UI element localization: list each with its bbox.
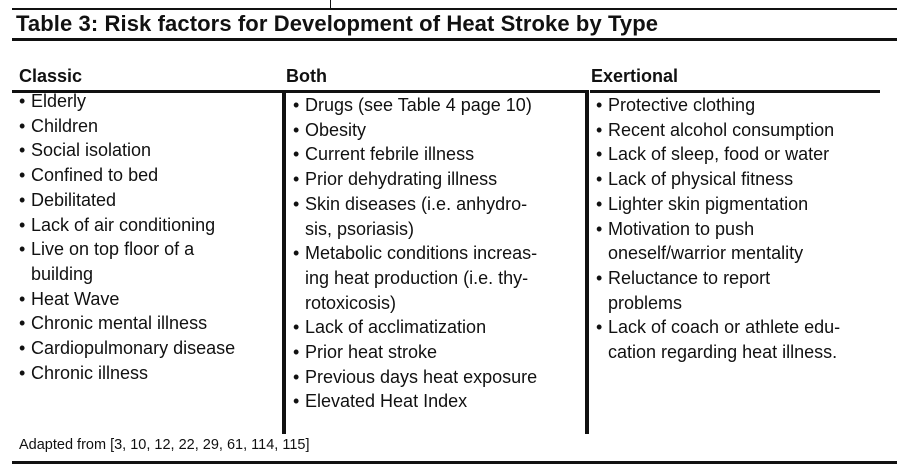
title-rule bbox=[12, 38, 897, 41]
list-item: • Previous days heat exposure bbox=[291, 365, 581, 390]
list-item: • Heat Wave bbox=[17, 287, 279, 312]
list-item: • Drugs (see Table 4 page 10) bbox=[291, 93, 581, 118]
list-item: • Lack of acclimatization bbox=[291, 315, 581, 340]
list-item: • Prior heat stroke bbox=[291, 340, 581, 365]
list-item: • Protective clothing bbox=[594, 93, 884, 118]
list-item: • Current febrile illness bbox=[291, 142, 581, 167]
column-separator-right bbox=[585, 90, 589, 434]
list-item: • Debilitated bbox=[17, 188, 279, 213]
list-item: • Chronic illness bbox=[17, 361, 279, 386]
list-item: • Metabolic conditions increas- ing heat production (i.e. thy- rotoxicosis) bbox=[291, 241, 581, 315]
top-rule bbox=[12, 8, 897, 10]
list-item: • Live on top floor of a building bbox=[17, 237, 279, 286]
list-item: • Obesity bbox=[291, 118, 581, 143]
list-item: • Children bbox=[17, 114, 279, 139]
list-item: • Social isolation bbox=[17, 138, 279, 163]
list-item: • Lack of sleep, food or water bbox=[594, 142, 884, 167]
list-item: • Skin diseases (i.e. anhydro- sis, psoriasis) bbox=[291, 192, 581, 241]
column-header-exertional: Exertional bbox=[591, 66, 679, 86]
list-item: • Elderly bbox=[17, 89, 279, 114]
list-item: • Lack of air conditioning bbox=[17, 213, 279, 238]
list-item: • Cardiopulmonary disease bbox=[17, 336, 279, 361]
list-item: • Lack of physical fitness bbox=[594, 167, 884, 192]
both-risk-list bbox=[291, 93, 581, 414]
top-divider-fragment bbox=[330, 0, 331, 8]
column-header-both: Both bbox=[286, 66, 327, 86]
classic-risk-list bbox=[17, 89, 279, 385]
list-item: • Lack of coach or athlete edu- cation regarding heat illness. bbox=[594, 315, 884, 364]
list-item: • Confined to bed bbox=[17, 163, 279, 188]
list-item: • Reluctance to report problems bbox=[594, 266, 884, 315]
exertional-risk-list bbox=[594, 93, 884, 365]
list-item: • Recent alcohol consumption bbox=[594, 118, 884, 143]
column-separator-left bbox=[282, 90, 286, 434]
column-header-classic: Classic bbox=[19, 66, 83, 86]
bottom-rule bbox=[12, 461, 897, 464]
list-item: • Lighter skin pigmentation bbox=[594, 192, 884, 217]
list-item: • Chronic mental illness bbox=[17, 311, 279, 336]
list-item: • Elevated Heat Index bbox=[291, 389, 581, 414]
source-citation: Adapted from [3, 10, 12, 22, 29, 61, 114, 115] bbox=[19, 437, 310, 453]
list-item: • Motivation to push oneself/warrior mentality bbox=[594, 217, 884, 266]
list-item: • Prior dehydrating illness bbox=[291, 167, 581, 192]
table-title: Table 3: Risk factors for Development of Heat Stroke by Type bbox=[16, 11, 659, 36]
